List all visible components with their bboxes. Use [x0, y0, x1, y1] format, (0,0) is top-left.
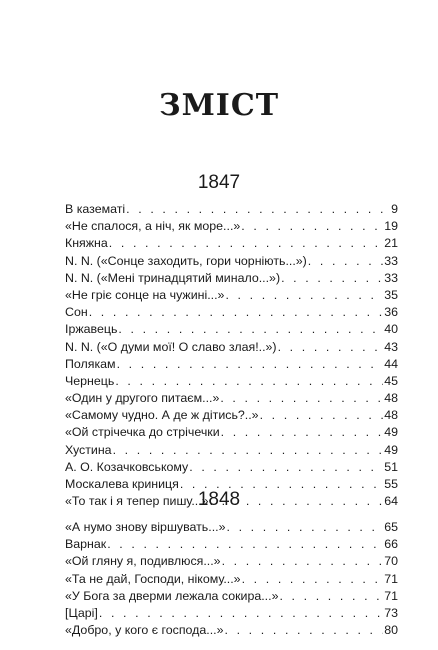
toc-entry-page: 66 — [384, 537, 398, 552]
toc-entry-page: 73 — [384, 605, 398, 620]
section-year-1847: 1847 — [197, 172, 241, 193]
toc-entry — [65, 304, 398, 321]
toc-entry-title: N. N. («Мені тринадцятий минало...») — [65, 270, 281, 285]
dot-leader — [279, 588, 383, 605]
dot-leader — [241, 218, 383, 235]
toc-entry-page: 80 — [384, 623, 398, 638]
toc-entry-page: 35 — [384, 287, 398, 302]
dot-leader — [221, 424, 384, 441]
toc-entry — [65, 390, 398, 407]
toc-entry-page: 65 — [384, 520, 398, 534]
toc-entry — [65, 588, 398, 605]
toc-entry-title: «Та не дай, Господи, нікому...» — [65, 571, 241, 586]
toc-entry-page: 21 — [384, 236, 398, 251]
toc-entry — [65, 424, 398, 441]
toc-entry-page: 43 — [384, 339, 398, 354]
toc-list-1848 — [65, 519, 398, 639]
toc-entry-page: 33 — [384, 253, 398, 268]
toc-entry-title: «Самому чудно. А де ж дітись?..» — [65, 408, 259, 423]
toc-entry-title: Варнак — [65, 537, 107, 552]
toc-entry-title: В казематі — [65, 202, 126, 216]
toc-entry-title: Іржавець — [65, 322, 118, 337]
toc-entry-page: 33 — [384, 270, 398, 285]
toc-entry-title: N. N. («Сонце заходить, гори чорніють...») — [65, 253, 307, 268]
toc-entry-page: 48 — [384, 391, 398, 406]
toc-entry — [65, 253, 398, 270]
toc-entry-page: 36 — [384, 305, 398, 320]
dot-leader — [220, 390, 383, 407]
dot-leader — [225, 287, 383, 304]
dot-leader — [225, 622, 384, 639]
dot-leader — [222, 553, 384, 570]
toc-entry-page: 71 — [384, 571, 398, 586]
toc-entry-title: «Не гріє сонце на чужині...» — [65, 287, 225, 302]
toc-entry-title: «Ой стрічечка до стрічечки — [65, 425, 220, 440]
dot-leader — [242, 571, 384, 588]
toc-list-1847 — [65, 201, 398, 510]
toc-entry — [65, 287, 398, 304]
toc-entry-title: «Ой гляну я, подивлюся...» — [65, 554, 221, 569]
toc-entry-title: «То так і я тепер пишу...» — [65, 494, 209, 509]
toc-entry-title: Москалева криниця — [65, 477, 179, 491]
toc-entry-title: Хустина — [65, 442, 112, 457]
toc-entry — [65, 605, 398, 622]
toc-entry-title: Сон — [65, 305, 88, 320]
dot-leader — [227, 519, 384, 536]
toc-entry-title: «Не спалося, а ніч, як море...» — [65, 219, 241, 234]
toc-entry-title: Чернець — [65, 373, 115, 388]
toc-entry-page: 70 — [384, 554, 398, 569]
toc-entry — [65, 356, 398, 373]
dot-leader — [126, 201, 390, 218]
toc-entry-page: 9 — [391, 202, 398, 216]
dot-leader — [99, 605, 383, 622]
toc-entry-page: 19 — [384, 219, 398, 234]
dot-leader — [113, 442, 384, 459]
toc-entry — [65, 321, 398, 338]
toc-entry — [65, 442, 398, 459]
toc-entry-page: 40 — [384, 322, 398, 337]
dot-leader — [118, 321, 383, 338]
dot-leader — [281, 270, 383, 287]
toc-entry — [65, 536, 398, 553]
page-title: ЗМІСТ — [158, 88, 280, 123]
toc-entry-title: А. О. Козачковському — [65, 459, 189, 474]
dot-leader — [260, 407, 384, 424]
toc-entry-page: 45 — [384, 373, 398, 388]
dot-leader — [278, 339, 384, 356]
toc-entry-page: 51 — [384, 459, 398, 474]
section-year-1848: 1848 — [197, 489, 241, 510]
dot-leader — [107, 536, 383, 553]
dot-leader — [89, 304, 384, 321]
toc-entry — [65, 373, 398, 390]
toc-entry-page: 44 — [384, 356, 398, 371]
toc-entry-page: 49 — [384, 425, 398, 440]
toc-entry — [65, 407, 398, 424]
toc-entry — [65, 270, 398, 287]
toc-entry — [65, 218, 398, 235]
toc-entry — [65, 235, 398, 252]
toc-entry — [65, 201, 398, 218]
toc-entry-page: 48 — [384, 408, 398, 423]
toc-entry-title: Полякам — [65, 356, 116, 371]
toc-entry-page: 55 — [384, 477, 398, 491]
toc-entry-title: «Один у другого питаєм...» — [65, 391, 220, 406]
toc-entry — [65, 553, 398, 570]
toc-entry — [65, 519, 398, 536]
toc-entry-title: «А нумо знову віршувать...» — [65, 520, 226, 534]
toc-entry — [65, 571, 398, 588]
toc-entry-page: 71 — [384, 588, 398, 603]
dot-leader — [109, 235, 383, 252]
toc-entry-title: [Царі] — [65, 605, 98, 620]
dot-leader — [117, 356, 384, 373]
dot-leader — [308, 253, 383, 270]
toc-entry-title: Княжна — [65, 236, 108, 251]
toc-entry-title: N. N. («О думи мої! О славо злая!..») — [65, 339, 277, 354]
toc-entry-title: «Добро, у кого є господа...» — [65, 623, 224, 638]
toc-entry — [65, 459, 398, 476]
dot-leader — [115, 373, 383, 390]
toc-entry-page: 64 — [384, 494, 398, 509]
toc-entry-title: «У Бога за дверми лежала сокира...» — [65, 588, 279, 603]
toc-entry-page: 49 — [384, 442, 398, 457]
dot-leader — [189, 459, 383, 476]
toc-entry — [65, 622, 398, 639]
toc-entry — [65, 339, 398, 356]
